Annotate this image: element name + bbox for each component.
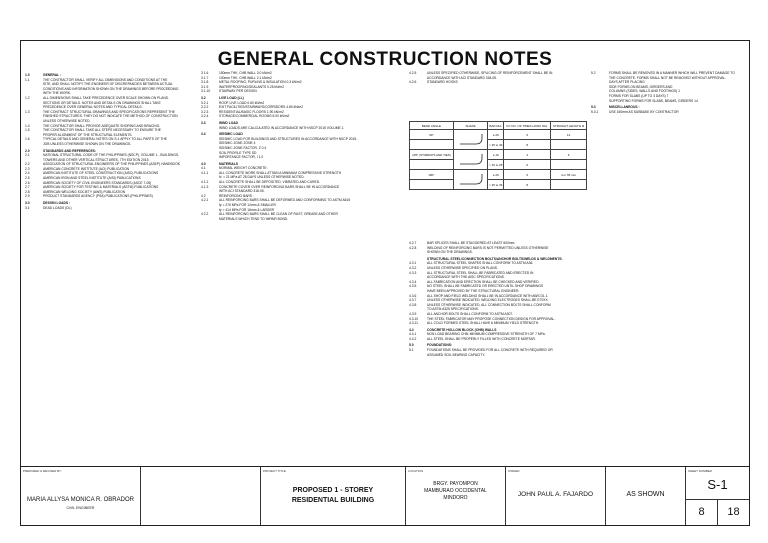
note-text: REINFORCING BARS : [219,193,254,198]
hook-shape-icon [456,131,486,147]
note-text: THE CONCRETE. FORMS SHALL NOT BE REMOVED WITHOUT APPROVAL. [609,75,727,80]
note-text: STRUCTURAL STEEL/CONNECTION BOLTS/ANCHOR BOLTS/WELDS & WELDMENTS: [427,256,563,261]
note-text: WIND LOADS ARE CALCULATED IN ACCORDANCE WITH NSCP 2015 VOLUME 1. [219,125,345,130]
note-text: fy = 414 MPa FOR 16mm & LARGER [219,207,275,212]
note-text: fy = 276 MPa FOR 12mm & SMALLER [219,203,276,208]
note-number: 4.2.7 [409,241,417,245]
note-number: 4.3.2 [409,265,417,270]
table-cell: 180° [410,170,454,180]
note-text: STANDARD HOOKS [427,80,458,85]
table-cell [551,180,587,190]
note-number: 3.2.3 [201,109,209,114]
note-number: 4.3.4 [409,279,417,284]
note-number: 1.6 [25,137,30,142]
project-title: PROPOSED 1 - STOREY [292,487,374,494]
note-text: ALL DIMENSIONS SHALL TAKE PRECEDENCE OVER SCALE SHOWN ON PLANS. [43,95,169,100]
note-number: 4.4 [409,327,414,332]
project-title-2: RESIDENTIAL BUILDING [291,497,375,504]
table-cell [453,150,487,170]
standard-hooks-table [409,121,587,190]
note-text: THE CONTRACTOR SHALL VERIFY ALL DIMENSIONS AND CONDITIONS AT THE [43,77,168,82]
table-cell: 135° (STIRRUPS AND TIES) [410,150,454,160]
note-line [409,250,587,255]
note-text: SEISMIC LOAD FOR BUILDINGS AND STRUCTURES IN ACCORDANCE WITH NSCP 2015. [219,136,358,141]
note-text: FORMS SHALL BE REMOVED IN A MANNER WHICH WILL PREVENT DAMAGE TO [609,71,735,75]
note-text: NO STEEL SHALL BE FABRICATED OR ERECTED UNTIL SHOP DRAWINGS [427,284,544,289]
table-row [410,160,587,170]
note-text: SIDE FORMS ON BEAMS, GIRDERS AND [609,84,673,89]
note-number: 5.2 [591,71,596,75]
note-text: THE CONTRACTOR SHALL TAKE ALL STEPS NECESSARY TO ENSURE THE [43,128,161,133]
table-cell [453,170,487,190]
note-text: JOB UNLESS OTHERWISE SHOWN ON THE DRAWINGS. [43,141,132,146]
table-row [410,180,587,190]
note-number: 4.1 [201,166,206,171]
page-counter [686,499,749,526]
note-number: 1.3 [25,109,30,114]
note-number: 2.9 [25,194,30,199]
note-text: PRODUCT STANDARDS AGENCY (PSA) PUBLICATIONS (PHILIPPINES) [43,194,153,199]
note-number: 3.2 [201,95,206,100]
table-cell [410,140,454,150]
sheet-number-cell [686,467,749,525]
table-cell: 8 [504,140,551,150]
table-cell [410,180,454,190]
table-cell: 6 [504,170,551,180]
note-number: 4.3.7 [409,298,417,303]
note-number [409,250,427,255]
table-cell: 12 [551,130,587,140]
note-text: AMERICAN SOCIETY FOR TESTING & MATERIALS (ASTM) PUBLICATIONS [43,185,159,190]
note-text: WATERPROOFING/SEALANTS 0.25 kN/m2 [219,84,285,89]
note-number: 3.2.4 [201,114,209,119]
note-text: BAR SPLICES SHALL BE STAGGERED AT LEAST 600mm. [427,241,516,245]
table-header: SHAPE [453,122,487,130]
table-header: BAR DIA. [489,123,503,128]
note-text: WITH THE WORK. [43,91,71,96]
project-label: PROJECT TITLE [263,469,286,473]
note-text: DEAD LOADS (DL) [43,205,72,210]
sheet-title: GENERAL CONSTRUCTION NOTES [217,49,553,70]
note-number: 4.2.6 [409,80,417,85]
note-text: THE CONTRACT STRUCTURAL DRAWINGS AND SPECIFICATIONS REPRESENT THE [43,109,175,114]
page-total: 18 [727,506,740,518]
location-cell [406,467,506,525]
note-text: UNLESS OTHERWISE NOTED. [43,118,91,123]
note-number: 4.3.6 [409,293,417,298]
note-text: FINISHED STRUCTURES. THEY DO NOT INDICATE THE METHOD OF CONSTRUCTION [43,114,178,119]
note-number: 4.3.10 [409,316,419,321]
note-number: 2.7 [25,185,30,190]
note-text: UNLESS OTHERWISE SPECIFIED ON PLANS. [427,265,498,270]
note-text: UNLESS OTHERWISE INDICATED, WELDING ELECTRODES SHALL BE E70XX. [427,298,549,303]
note-text: METAL ROOFING, PURLINS & INSULATION 0.3 kN/m2 [219,80,302,85]
note-text: ALL COLD FORMED STEEL SHALL HAVE A MINIMUM YIELD STRENGTH. [427,321,539,326]
notes-column-1 [25,71,197,210]
note-number [25,142,43,147]
table-cell: > 16 to 25 [488,160,504,170]
notes-column-3 [409,71,587,85]
note-text: fc' = 21 MPa AT 28 DAYS UNLESS OTHERWISE NOTED. [219,175,305,180]
note-number: 4.3.5 [409,284,417,289]
table-cell: ≤ 20 [488,130,504,140]
note-line [591,99,747,104]
note-text: ALL CONCRETE WORK SHALL ATTAIN A MINIMUM COMPRESSIVE STRENGTH [219,170,342,175]
note-text: UNLESS OTHERWISE INDICATED, ALL CONNECTION BOLTS SHALL CONFORM [427,302,551,307]
note-text: GENERAL : [43,73,62,77]
note-number: 4.2.8 [409,245,417,250]
note-text: ALL REINFORCING BARS SHALL BE DEFORMED AND CONFORMING TO ASTM A615 [219,198,351,203]
note-text: AMERICAN SOCIETY OF CIVIL ENGINEERS STANDARDS (ASCE 7-05) [43,180,152,185]
note-text: PRECEDENCE OVER GENERAL NOTES AND TYPICAL DETAILS. [43,105,143,110]
note-text: PROPER ALIGNMENT OF THE STRUCTURAL ELEMENTS. [43,132,133,137]
note-text: ACCORDANCE WITH THE AISC SPECIFICATIONS. [427,275,505,280]
note-text: ASSOCIATION OF STRUCTURAL ENGINEERS OF THE PHILIPPINES (ASEP) HANDBOOK [43,162,180,167]
table-cell [453,130,487,150]
note-text: ALL STEEL SHALL BE PROPERLY FILLED WITH CONCRETE MORTAR. [427,336,536,341]
table-header: BEND ANGLE [410,122,454,130]
note-text: THE STEEL FABRICATOR MAY PROPOSE CONNECTION DESIGN FOR APPROVAL. [427,316,556,321]
note-text: AMERICAN WELDING SOCIETY (AWS) PUBLICATION [43,189,126,194]
table-cell: 6 [504,160,551,170]
note-text: NON LOAD BEARING CHB: MINIMUM COMPRESSIVE STRENGTH OF 7 MPa. [427,332,546,337]
table-row [410,130,587,140]
note-text: AMERICAN INSTITUTE OF STEEL CONSTRUCTION (AISC) PUBLICATIONS [43,171,159,176]
note-text: THE CONTRACTOR SHALL PROVIDE ADEQUATE SHORING AND BRACING. [43,123,161,128]
note-text: STANDARDS AND REFERENCES: [43,148,96,153]
note-number: 4.3.1 [409,261,417,266]
table-cell: 4 or 65 mm [551,170,587,180]
table-cell [410,160,454,170]
notes-column-4 [591,71,747,114]
notes-column-3b [409,241,587,503]
note-number: 3.1 [25,205,30,210]
table-row [410,140,587,150]
note-text: SITE, AND SHALL NOTIFY THE ENGINEER OF DISCREPANCIES BETWEEN ACTUAL [43,82,173,87]
project-title-cell [261,467,406,525]
note-text: SEISMIC ZONE FACTOR, Z 0.4 [219,145,267,150]
table-cell [551,160,587,170]
note-text: SEISMIC ZONE ZONE 4 [219,141,256,146]
note-number: 4.3.8 [409,302,417,307]
note-line [25,206,197,211]
page-number: 8 [686,500,718,526]
owner-label: OWNER [508,469,520,473]
note-number: 2.4 [25,171,30,176]
prepared-by-cell [21,467,141,525]
note-line [409,321,587,326]
note-number: 3.1.8 [201,80,209,85]
note-text: WELDING OF REINFORCING BARS IS NOT PERMITTED UNLESS OTHERWISE [427,245,549,250]
preparer-name: MARIA ALLYSA MONICA R. OBRADOR [27,497,134,503]
note-number: 3.2.2 [201,105,209,110]
note-text: ALL CONCRETE SHALL BE DEPOSITED, VIBRATED AND CURED. [219,180,321,185]
table-cell: 6 [504,130,551,140]
revisions-cell [141,467,261,525]
note-text: CONCRETE HOLLOW BLOCK (CHB) WALLS [427,327,497,332]
notes-column-2 [201,71,373,221]
table-cell: 4 [504,150,551,160]
note-number: 3.2.1 [201,100,209,105]
note-text: WITH ACI STANDARD 318-05. [219,189,265,194]
note-text: FOUNDATIONS SHALL BE PROVIDED FOR ALL CONCRETE WITH REQUIRED OR [427,348,553,353]
table-header: STRAIGHT LENGTH ld [551,122,587,130]
note-number: 4.2 [201,193,206,198]
note-number [201,126,219,131]
sheet-label: SHEET NUMBER [688,469,712,473]
note-text: AMERICAN CONCRETE INSTITUTE (ACI) PUBLICATION [43,166,130,171]
title-block [21,466,749,525]
note-line [591,110,747,115]
location-line-1: BRGY. PAYOMPON [433,481,478,487]
note-text: ALL ANCHOR BOLTS SHALL CONFORM TO ASTM A307. [427,311,514,316]
note-text: SEISMIC LOAD [219,132,243,137]
note-number: 3.1.7 [201,75,209,80]
note-text: TOWERS AND OTHER VERTICAL STRUCTURES, 7TH EDITION 2015. [43,157,150,162]
location-label: LOCATION [408,469,424,473]
note-text: IMPORTANCE FACTOR, I 1.0 [219,155,264,160]
note-number: 2.1 [25,153,30,158]
note-text: DAYS AFTER PLACING [609,80,645,85]
table-cell [551,140,587,150]
note-text: STAIRWAY PER DESIGN [219,89,257,94]
note-line [25,142,197,147]
note-text: HAVE BEEN APPROVED BY THE STRUCTURAL ENGINEER. [427,288,520,293]
note-number: 1.5 [25,128,30,133]
note-text: SUPPORTING FORMS FOR SLABS, BEAMS, GIRDERS 14 [609,98,698,103]
note-text: SOIL PROFILE TYPE SD [219,150,257,155]
table-cell: 90° [410,130,454,140]
note-number: 2.0 [25,148,30,153]
note-text: USE 150mm AS SUBBASE BY CONTRACTOR [609,109,679,114]
note-text: SECTIONS OR DETAILS. NOTES AND DETAILS ON DRAWINGS SHALL TAKE [43,100,161,105]
table-row [410,150,587,160]
note-text: AMERICAN IRON AND STEEL INSTITUTE (AISI) PUBLICATIONS [43,176,141,181]
note-number: 3.0 [25,201,30,206]
note-text: FOUNDATIONS: [427,343,453,348]
note-number: 2.2 [25,162,30,167]
note-number: 2.6 [25,180,30,185]
note-number: 5.0 [409,343,414,348]
note-text: FORMS FOR SLABS (UP TO 3 DAYS) 7 [609,93,669,98]
note-text: TO ASTM A325 SPECIFICATIONS. [427,307,479,312]
note-number: 4.2.2 [201,212,209,217]
note-text: NORMAL WEIGHT CONCRETE : [219,166,269,171]
prepared-label: PREPARED & REVISED BY: [23,469,62,473]
note-text: SHOWN ON THE DRAWINGS. [427,250,473,255]
note-text: ROOF LIVE LOAD 0.60 kN/m2 [219,100,265,105]
note-number [409,353,427,358]
note-line [201,155,373,160]
drawing-sheet [20,40,750,526]
note-text: MATERIALS WHICH TEND TO IMPAIR BOND. [219,216,289,221]
table-cell: ≤ 16 [488,150,504,160]
table-cell: 8 [504,180,551,190]
note-text: WIND LOAD [219,120,239,125]
note-line [25,194,197,199]
note-number [201,217,219,222]
note-number: 4.4.2 [409,336,417,341]
note-number: 4.1.3 [201,184,209,189]
note-text: ALL STRUCTURAL STEEL SHAPES SHALL CONFORM TO ASTM A36. [427,261,534,266]
note-line [201,217,373,222]
note-number: 4.4.1 [409,332,417,337]
note-number [201,155,219,160]
note-text: UNLESS SPECIFIED OTHERWISE, SPLICING OF REINFORCEMENT SHALL BE IN [427,71,553,75]
note-number: 4.0 [201,161,206,166]
note-number: 4.3.3 [409,270,417,275]
note-number: 1.4 [25,123,30,128]
note-text: MATERIALS [219,161,238,166]
note-text: ALL STRUCTURAL STEEL SHALL BE FABRICATED AND ERECTED IN [427,270,534,275]
note-text: CONDITIONS AND INFORMATION SHOWN ON THE DRAWINGS BEFORE PROCEEDING [43,86,179,91]
note-text: TYPICAL DETAILS AND GENERAL NOTES ON S-1 APPLY TO ALL PARTS OF THE [43,137,167,142]
note-number: 1.0 [25,73,30,77]
location-line-2: MAMBURAO OCCIDENTAL [424,488,487,494]
note-number: 4.2.1 [201,198,209,203]
note-line [409,80,587,85]
note-number: 4.2.5 [409,71,417,75]
note-number: 4.1.2 [201,180,209,185]
note-text: ACCORDANCE WITH ACI STANDARD 318-05. [427,75,497,80]
note-number: 1.1 [25,77,30,82]
note-text: NATIONAL STRUCTURAL CODE OF THE PHILIPPINES (NSCP), VOLUME 1 - BUILDINGS, [43,153,180,158]
note-line [409,353,587,358]
table-row [410,170,587,180]
note-text: COLUMNS (SIDES, WALLS AND FOOTINGS) 1 [609,89,680,94]
scale-value: AS SHOWN [626,491,665,498]
hook-shape-icon [456,151,486,167]
note-number: 5.3.1 [591,109,599,114]
table-header: D= NO. OF TIMES HOOK DIA. [504,122,551,130]
note-number: 1.2 [25,95,30,100]
owner-cell [506,467,606,525]
note-text: RESIDENTIAL/BASIC FLOORS 1.90 kN/m2 [219,109,284,114]
note-number: 2.5 [25,176,30,181]
note-number: 3.1.10 [201,89,211,94]
location-line-3: MINDORO [443,495,468,501]
preparer-role: CIVIL ENGINEER [66,506,95,510]
note-text: LIVE LOAD (LL) [219,95,244,100]
note-text: MISCELLANEOUS : [609,105,640,110]
note-line [409,337,587,342]
table-cell: > 25 to 36 [488,140,504,150]
note-number: 3.4 [201,132,206,137]
note-number: 3.1.6 [201,71,209,75]
table-cell: ≤ 20 [488,170,504,180]
note-number [591,99,609,104]
scale-cell [606,467,686,525]
note-number: 2.8 [25,189,30,194]
note-text: ALL REINFORCING BARS SHALL BE CLEAN OF RUST, GREASE AND OTHER [219,212,338,217]
note-text: ALL FABRICATION AND ERECTION SHALL BE CHECKED AND VERIFIED. [427,279,540,284]
owner-name: JOHN PAUL A. FAJARDO [517,491,594,498]
note-number: 4.3.11 [409,321,418,326]
note-number: 4.1.1 [201,170,209,175]
hook-shape-icon [456,171,486,187]
note-line [201,126,373,131]
note-number: 3.3 [201,120,206,125]
note-number: 2.3 [25,166,30,171]
note-number: 3.1.9 [201,84,209,89]
note-text: CONCRETE COVER OVER REINFORCING BARS SHALL BE IN ACCORDANCE [219,184,340,189]
table-cell: > 25 to 36 [488,180,504,190]
note-text: 100mm THK. CHB WALL 2.1 kN/m2 [219,75,272,80]
note-text: DESIGN LOADS : [43,201,71,206]
note-number: 5.3 [591,105,596,110]
note-line [201,89,373,94]
note-line [201,114,373,119]
note-number: 4.3.9 [409,311,417,316]
note-text: EXIT FACILITIES/STAIRWAYS/CORRIDORS 4.80 kN/m2 [219,105,304,110]
note-text: ALL SHOP AND FIELD WELDING SHALL BE IN ACCORDANCE WITH AWS D1.1. [427,293,549,298]
note-text: ASSUMED SOIL BEARING CAPACITY. [427,352,486,357]
note-text: STORAGE/COMMERCIAL ROOMS 6.00 kN/m2 [219,114,290,119]
table-cell: 6 [551,150,587,160]
sheet-number: S-1 [707,477,728,492]
note-number: 5.1 [409,348,414,353]
note-text: 150mm THK. CHB WALL 3.0 kN/m2 [219,71,272,75]
